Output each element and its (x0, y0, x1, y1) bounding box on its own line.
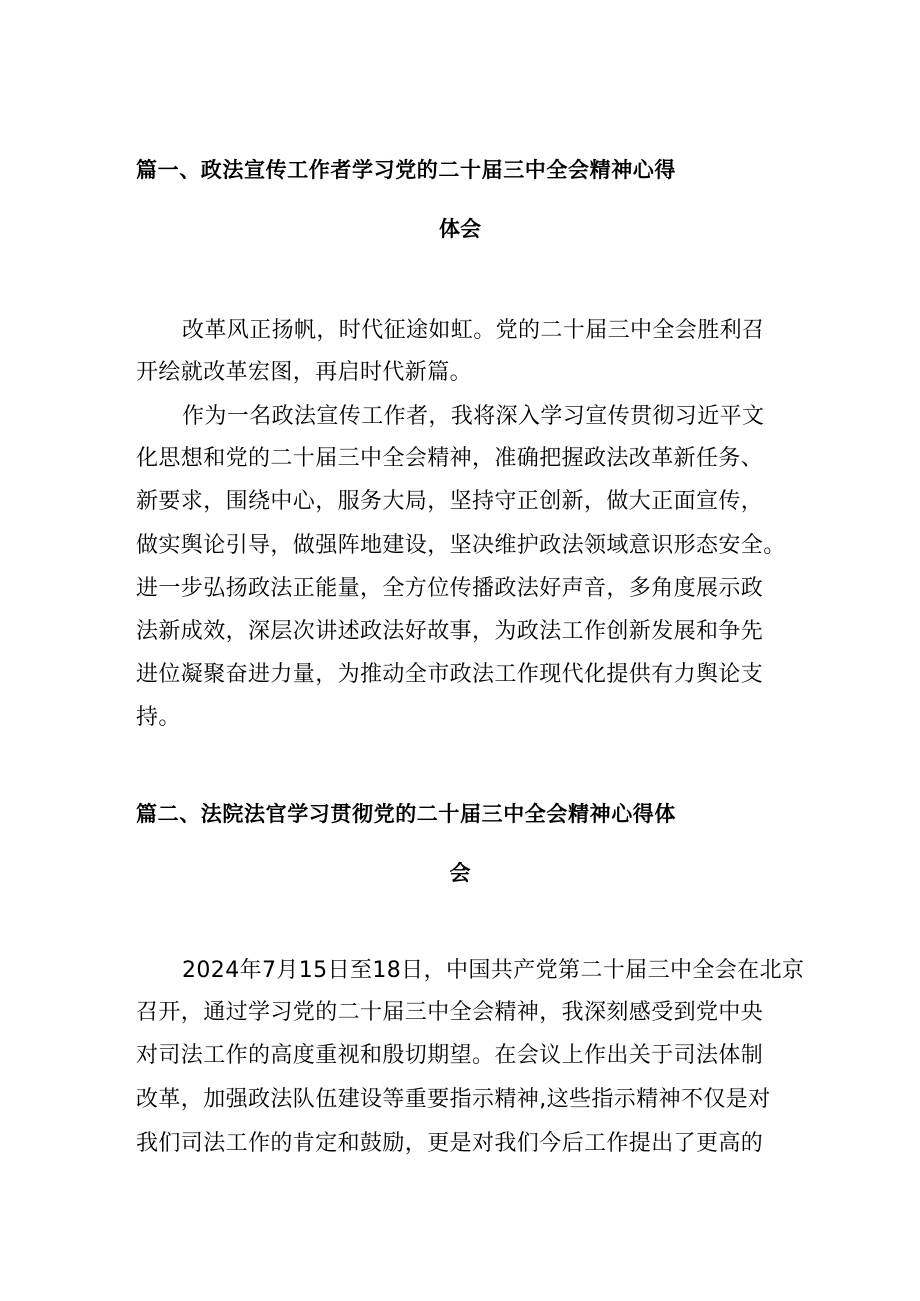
section2-title-line2: 会 (449, 861, 471, 885)
section1-p2-line7: 进位凝聚奋进力量，为推动全市政法工作现代化提供有力舆论支 (136, 662, 764, 687)
section1-title-line1: 篇一、政法宣传工作者学习党的二十届三中全会精神心得 (136, 158, 676, 182)
section2-p1-line5: 我们司法工作的肯定和鼓励，更是对我们今后工作提出了更高的 (136, 1131, 764, 1156)
section1-p2-line6: 法新成效，深层次讲述政法好故事，为政法工作创新发展和争先 (136, 619, 764, 644)
section1-p1-line2: 开绘就改革宏图，再启时代新篇。 (136, 360, 473, 385)
section1-p2-line3: 新要求，围绕中心，服务大局，坚持守正创新，做大正面宣传， (136, 489, 764, 514)
section2-p1-line3: 对司法工作的高度重视和殷切期望。在会议上作出关于司法体制 (136, 1043, 764, 1068)
section2-p1-line4: 改革，加强政法队伍建设等重要指示精神,这些指示精神不仅是对 (136, 1087, 771, 1112)
section1-p2-line1: 作为一名政法宣传工作者，我将深入学习宣传贯彻习近平文 (182, 404, 765, 429)
section1-title-line2: 体会 (439, 217, 481, 241)
section2-p1-line2: 召开，通过学习党的二十届三中全会精神，我深刻感受到党中央 (136, 1000, 764, 1025)
section1-p1-line1: 改革风正扬帆，时代征途如虹。党的二十届三中全会胜利召 (182, 318, 765, 343)
section1-p2-line8: 持。 (136, 705, 181, 730)
section1-p2-line2: 化思想和党的二十届三中全会精神，准确把握政法改革新任务、 (136, 446, 764, 471)
section2-p1-line1: 2024年7月15日至18日，中国共产党第二十届三中全会在北京 (182, 958, 805, 983)
section1-p2-line4: 做实舆论引导，做强阵地建设，坚决维护政法领域意识形态安全。 (136, 533, 786, 558)
section2-title-line1: 篇二、法院法官学习贯彻党的二十届三中全会精神心得体 (136, 802, 676, 826)
section1-p2-line5: 进一步弘扬政法正能量，全方位传播政法好声音，多角度展示政 (136, 576, 764, 601)
